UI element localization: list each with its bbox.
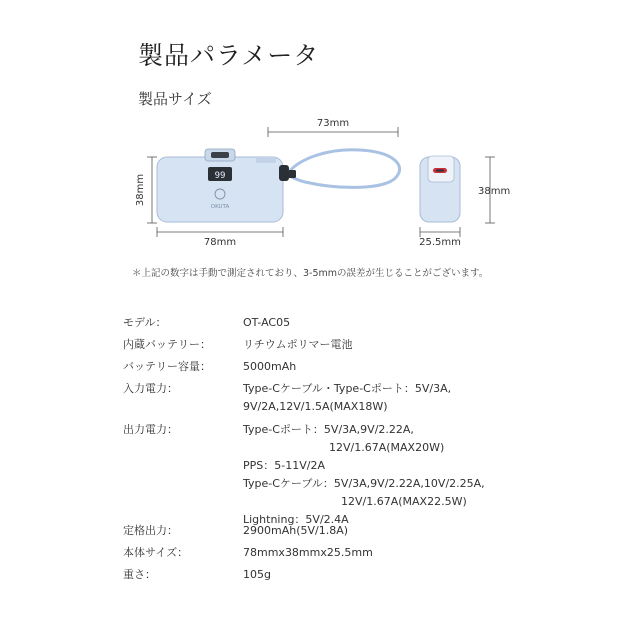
spec-value: [243, 314, 290, 332]
spec-value-line: 5000mAh: [243, 360, 297, 373]
spec-label: 内蔵バッテリー：: [123, 338, 211, 351]
dim-label-depth: 25.5mm: [419, 237, 461, 248]
dim-label-bottom: 78mm: [203, 237, 237, 248]
spec-value: [243, 522, 348, 540]
dimension-line-depth: [420, 227, 460, 237]
product-dimension-diagram: [0, 0, 640, 260]
spec-value-line: Type-Cポート：5V/3A,9V/2.22A,: [243, 423, 414, 436]
spec-value: [243, 358, 296, 376]
spec-label: 本体サイズ：: [123, 546, 189, 559]
spec-label: バッテリー容量：: [123, 360, 211, 373]
spec-value: [243, 421, 485, 529]
spec-value-line: PPS：5-11V/2A: [243, 459, 325, 472]
power-bank-side-view: [420, 156, 460, 222]
spec-value: [243, 336, 352, 354]
dim-label-left: 38mm: [135, 173, 146, 207]
spec-value-line: 12V/1.67A(MAX20W): [329, 441, 445, 454]
spec-value-line: リチウムポリマー電池: [243, 338, 353, 351]
dimension-line-left: [147, 157, 157, 223]
lanyard-cable: [279, 150, 400, 188]
brand-logo-text: OKUTA: [210, 204, 230, 210]
spec-value-line: 9V/2A,12V/1.5A(MAX18W): [243, 400, 388, 413]
section-subtitle: 製品サイズ: [138, 90, 212, 108]
dimension-line-bottom: [157, 227, 283, 237]
spec-value: [243, 380, 451, 416]
spec-label: 出力電力：: [123, 423, 178, 436]
spec-label: モデル：: [123, 316, 167, 329]
display-reading: 99: [214, 171, 226, 181]
spec-value-line: 105g: [243, 568, 271, 581]
measurement-note: ＊上記の数字は手動で測定されており、3-5mmの誤差が生じることがございます。: [132, 268, 489, 279]
spec-value-line: Type-Cケーブル：5V/3A,9V/2.22A,10V/2.25A,: [243, 477, 485, 490]
spec-value: [243, 544, 373, 562]
spec-value-line: 78mmx38mmx25.5mm: [243, 546, 373, 559]
spec-value-line: OT-AC05: [243, 316, 291, 329]
spec-value-line: Lightning：5V/2.4A: [243, 513, 349, 526]
spec-value-line: Type-Cケーブル・Type-Cポート：5V/3A,: [243, 382, 452, 395]
spec-value: [243, 566, 271, 584]
power-bank-front-view: [157, 149, 283, 222]
dim-label-right: 38mm: [478, 186, 511, 197]
spec-label: 重さ：: [123, 568, 156, 581]
spec-label: 入力電力：: [123, 382, 178, 395]
dim-label-top: 73mm: [316, 118, 350, 129]
page-title: 製品パラメータ: [138, 41, 320, 70]
spec-value-line: 2900mAh(5V/1.8A): [243, 524, 349, 537]
spec-value-line: 12V/1.67A(MAX22.5W): [341, 495, 467, 508]
spec-label: 定格出力：: [123, 524, 178, 537]
